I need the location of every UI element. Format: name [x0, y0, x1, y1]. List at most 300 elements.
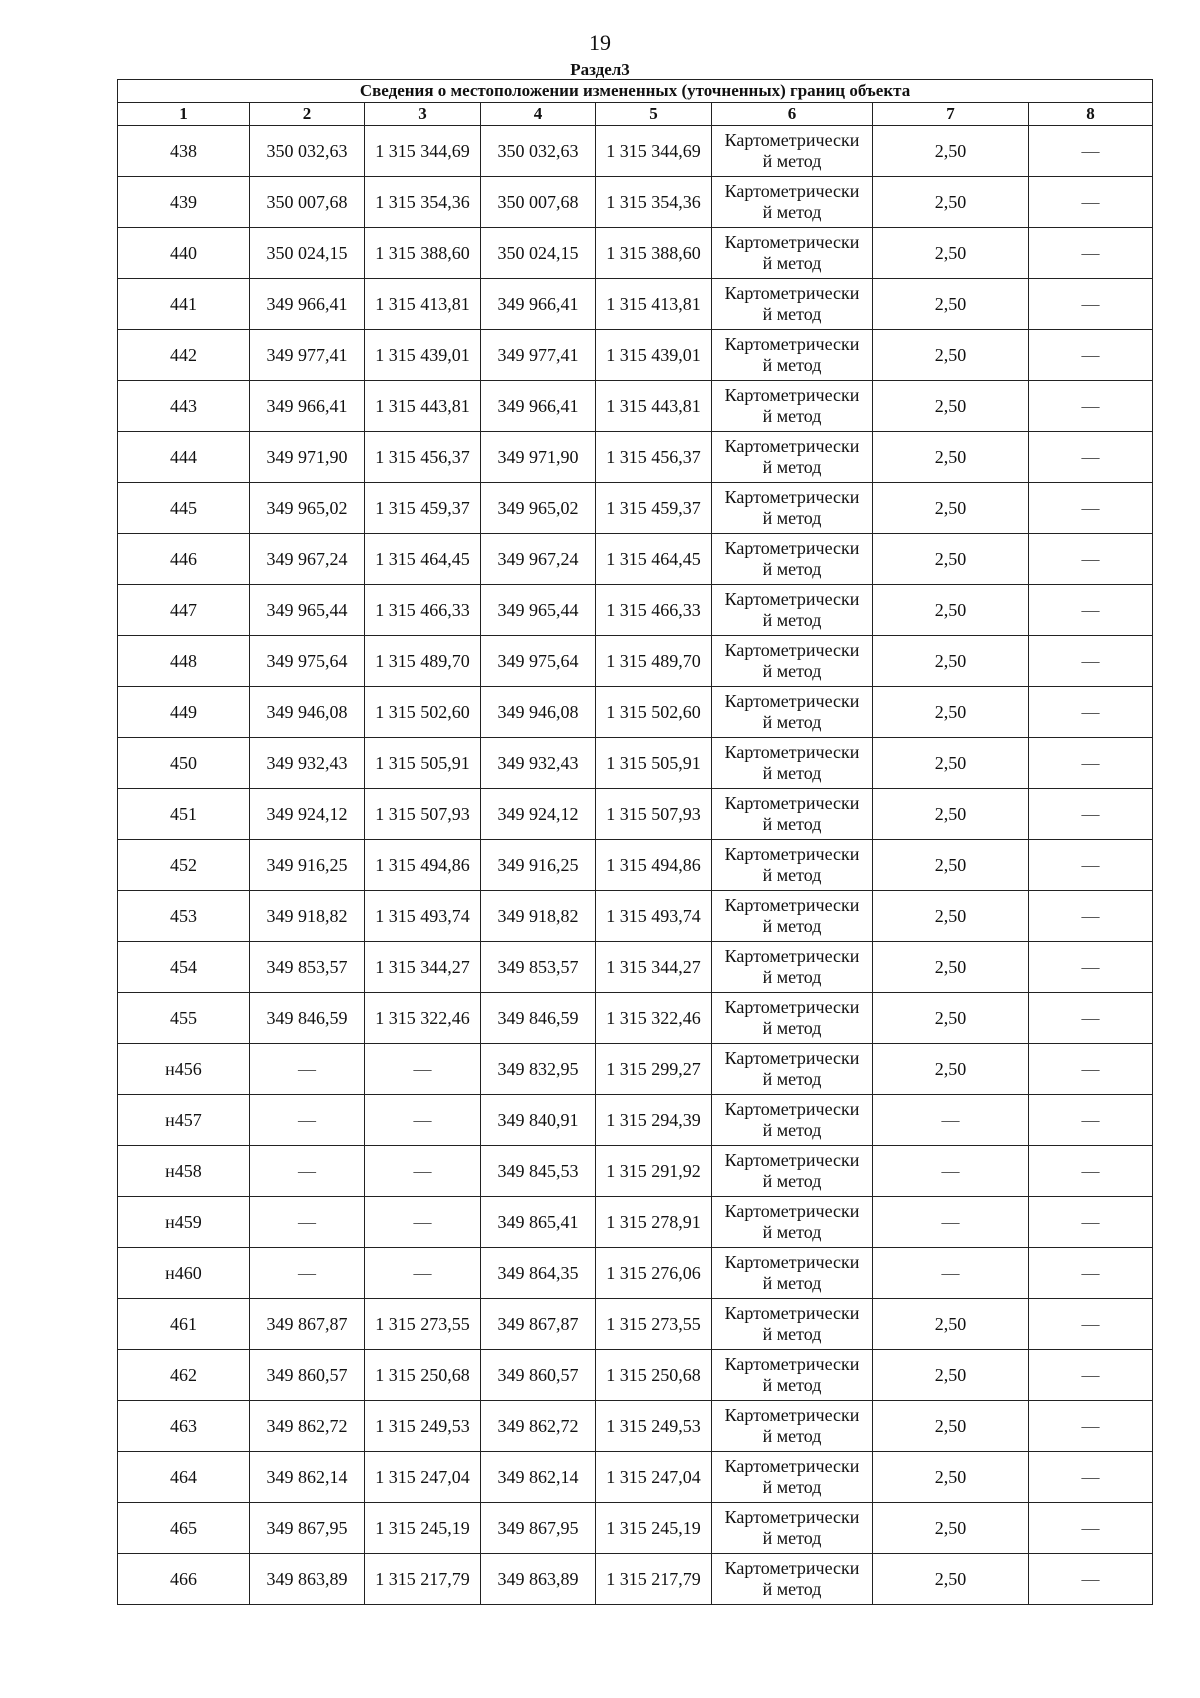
new-y-cell: 1 315 299,27: [596, 1044, 712, 1095]
note-cell: —: [1029, 534, 1153, 585]
method-cell: [712, 1197, 873, 1248]
old-y-cell: —: [365, 1197, 481, 1248]
column-header: 1: [118, 103, 250, 126]
new-y-cell: 1 315 507,93: [596, 789, 712, 840]
note-cell: —: [1029, 432, 1153, 483]
new-x-cell: 349 932,43: [481, 738, 596, 789]
method-text-line: й метод: [762, 1273, 822, 1293]
accuracy-cell: 2,50: [873, 279, 1029, 330]
accuracy-cell: 2,50: [873, 330, 1029, 381]
method-text-line: й метод: [762, 355, 822, 375]
accuracy-cell: 2,50: [873, 1044, 1029, 1095]
old-x-cell: 349 860,57: [250, 1350, 365, 1401]
method-cell: [712, 891, 873, 942]
point-number-cell: 442: [118, 330, 250, 381]
old-y-cell: 1 315 344,69: [365, 126, 481, 177]
old-y-cell: 1 315 322,46: [365, 993, 481, 1044]
new-x-cell: 349 865,41: [481, 1197, 596, 1248]
table-row: [118, 177, 1153, 228]
method-cell: [712, 738, 873, 789]
point-number-cell: 465: [118, 1503, 250, 1554]
note-cell: —: [1029, 738, 1153, 789]
old-x-cell: 349 967,24: [250, 534, 365, 585]
point-number-cell: 439: [118, 177, 250, 228]
old-y-cell: 1 315 464,45: [365, 534, 481, 585]
old-x-cell: —: [250, 1197, 365, 1248]
method-cell: [712, 279, 873, 330]
new-x-cell: 349 862,72: [481, 1401, 596, 1452]
new-y-cell: 1 315 291,92: [596, 1146, 712, 1197]
note-cell: —: [1029, 1452, 1153, 1503]
table-row: [118, 432, 1153, 483]
new-x-cell: 349 867,87: [481, 1299, 596, 1350]
point-number-cell: н458: [118, 1146, 250, 1197]
method-text-line: Картометрически: [724, 640, 860, 660]
new-y-cell: 1 315 388,60: [596, 228, 712, 279]
new-x-cell: 349 967,24: [481, 534, 596, 585]
new-y-cell: 1 315 494,86: [596, 840, 712, 891]
new-y-cell: 1 315 354,36: [596, 177, 712, 228]
old-x-cell: 349 867,87: [250, 1299, 365, 1350]
table-row: [118, 1146, 1153, 1197]
old-x-cell: 349 924,12: [250, 789, 365, 840]
method-text-line: й метод: [762, 508, 822, 528]
accuracy-cell: 2,50: [873, 942, 1029, 993]
accuracy-cell: 2,50: [873, 789, 1029, 840]
point-number-cell: н457: [118, 1095, 250, 1146]
old-x-cell: 349 863,89: [250, 1554, 365, 1605]
method-text-line: Картометрически: [724, 232, 860, 252]
accuracy-cell: 2,50: [873, 534, 1029, 585]
accuracy-cell: 2,50: [873, 432, 1029, 483]
accuracy-cell: 2,50: [873, 483, 1029, 534]
new-x-cell: 349 840,91: [481, 1095, 596, 1146]
point-number-cell: 454: [118, 942, 250, 993]
method-cell: [712, 330, 873, 381]
new-y-cell: 1 315 247,04: [596, 1452, 712, 1503]
table-row: [118, 1503, 1153, 1554]
old-y-cell: —: [365, 1044, 481, 1095]
method-text-line: й метод: [762, 1171, 822, 1191]
old-x-cell: 349 966,41: [250, 279, 365, 330]
new-x-cell: 349 965,44: [481, 585, 596, 636]
accuracy-cell: 2,50: [873, 177, 1029, 228]
new-y-cell: 1 315 294,39: [596, 1095, 712, 1146]
old-y-cell: 1 315 505,91: [365, 738, 481, 789]
new-x-cell: 349 924,12: [481, 789, 596, 840]
method-text-line: й метод: [762, 457, 822, 477]
method-text-line: й метод: [762, 1375, 822, 1395]
new-y-cell: 1 315 489,70: [596, 636, 712, 687]
accuracy-cell: 2,50: [873, 585, 1029, 636]
new-x-cell: 349 864,35: [481, 1248, 596, 1299]
new-x-cell: 349 966,41: [481, 381, 596, 432]
table-row: [118, 585, 1153, 636]
method-text-line: Картометрически: [724, 691, 860, 711]
old-y-cell: 1 315 245,19: [365, 1503, 481, 1554]
table-row: [118, 1350, 1153, 1401]
accuracy-cell: 2,50: [873, 1401, 1029, 1452]
point-number-cell: н459: [118, 1197, 250, 1248]
old-y-cell: 1 315 247,04: [365, 1452, 481, 1503]
method-text-line: й метод: [762, 151, 822, 171]
old-y-cell: 1 315 439,01: [365, 330, 481, 381]
method-text-line: й метод: [762, 1324, 822, 1344]
method-text-line: Картометрически: [724, 1201, 860, 1221]
table-row: [118, 687, 1153, 738]
point-number-cell: 451: [118, 789, 250, 840]
section-title: Раздел3: [570, 60, 630, 79]
old-x-cell: 349 971,90: [250, 432, 365, 483]
accuracy-cell: 2,50: [873, 1503, 1029, 1554]
method-text-line: Картометрически: [724, 895, 860, 915]
method-cell: [712, 1401, 873, 1452]
method-cell: [712, 1503, 873, 1554]
accuracy-cell: 2,50: [873, 1299, 1029, 1350]
accuracy-cell: 2,50: [873, 228, 1029, 279]
note-cell: —: [1029, 1248, 1153, 1299]
new-y-cell: 1 315 249,53: [596, 1401, 712, 1452]
table-row: [118, 993, 1153, 1044]
table-row: [118, 1044, 1153, 1095]
old-x-cell: 349 965,44: [250, 585, 365, 636]
method-text-line: Картометрически: [724, 181, 860, 201]
old-x-cell: 350 007,68: [250, 177, 365, 228]
old-y-cell: 1 315 250,68: [365, 1350, 481, 1401]
note-cell: —: [1029, 483, 1153, 534]
method-cell: [712, 1350, 873, 1401]
method-text-line: й метод: [762, 1528, 822, 1548]
note-cell: —: [1029, 1554, 1153, 1605]
method-text-line: й метод: [762, 1120, 822, 1140]
method-text-line: й метод: [762, 661, 822, 681]
table-row: [118, 1197, 1153, 1248]
new-x-cell: 349 916,25: [481, 840, 596, 891]
method-cell: [712, 1095, 873, 1146]
method-text-line: Картометрически: [724, 436, 860, 456]
note-cell: —: [1029, 330, 1153, 381]
new-y-cell: 1 315 443,81: [596, 381, 712, 432]
new-x-cell: 349 975,64: [481, 636, 596, 687]
new-x-cell: 349 867,95: [481, 1503, 596, 1554]
method-text-line: Картометрически: [724, 1303, 860, 1323]
method-text-line: й метод: [762, 814, 822, 834]
column-header: 4: [481, 103, 596, 126]
method-text-line: Картометрически: [724, 1507, 860, 1527]
method-cell: [712, 942, 873, 993]
table-row: [118, 789, 1153, 840]
method-cell: [712, 840, 873, 891]
accuracy-cell: —: [873, 1095, 1029, 1146]
old-x-cell: 349 975,64: [250, 636, 365, 687]
point-number-cell: 447: [118, 585, 250, 636]
new-y-cell: 1 315 493,74: [596, 891, 712, 942]
method-text-line: Картометрически: [724, 844, 860, 864]
point-number-cell: 455: [118, 993, 250, 1044]
method-text-line: Картометрически: [724, 1405, 860, 1425]
new-y-cell: 1 315 505,91: [596, 738, 712, 789]
new-x-cell: 349 845,53: [481, 1146, 596, 1197]
point-number-cell: н456: [118, 1044, 250, 1095]
table-row: [118, 840, 1153, 891]
note-cell: —: [1029, 1503, 1153, 1554]
old-y-cell: 1 315 494,86: [365, 840, 481, 891]
column-header: 8: [1029, 103, 1153, 126]
accuracy-cell: —: [873, 1248, 1029, 1299]
new-y-cell: 1 315 466,33: [596, 585, 712, 636]
old-y-cell: 1 315 273,55: [365, 1299, 481, 1350]
old-y-cell: 1 315 502,60: [365, 687, 481, 738]
note-cell: —: [1029, 381, 1153, 432]
old-x-cell: 349 853,57: [250, 942, 365, 993]
table-row: [118, 126, 1153, 177]
new-x-cell: 349 862,14: [481, 1452, 596, 1503]
new-x-cell: 349 966,41: [481, 279, 596, 330]
old-y-cell: 1 315 507,93: [365, 789, 481, 840]
new-x-cell: 350 024,15: [481, 228, 596, 279]
method-text-line: й метод: [762, 1069, 822, 1089]
point-number-cell: 449: [118, 687, 250, 738]
method-cell: [712, 432, 873, 483]
point-number-cell: 438: [118, 126, 250, 177]
table-row: [118, 891, 1153, 942]
table-row: [118, 228, 1153, 279]
note-cell: —: [1029, 687, 1153, 738]
accuracy-cell: 2,50: [873, 1350, 1029, 1401]
method-text-line: й метод: [762, 1018, 822, 1038]
point-number-cell: 445: [118, 483, 250, 534]
method-text-line: й метод: [762, 253, 822, 273]
column-header: 3: [365, 103, 481, 126]
old-x-cell: —: [250, 1146, 365, 1197]
method-cell: [712, 483, 873, 534]
point-number-cell: 443: [118, 381, 250, 432]
method-text-line: Картометрически: [724, 793, 860, 813]
accuracy-cell: 2,50: [873, 1452, 1029, 1503]
table-row: [118, 381, 1153, 432]
table-row: [118, 1095, 1153, 1146]
table-caption: Сведения о местоположении измененных (уточненных) границ объекта: [118, 80, 1153, 103]
table-row: [118, 636, 1153, 687]
table-row: [118, 330, 1153, 381]
method-text-line: Картометрически: [724, 130, 860, 150]
column-header: 7: [873, 103, 1029, 126]
old-x-cell: 349 846,59: [250, 993, 365, 1044]
new-x-cell: 349 846,59: [481, 993, 596, 1044]
old-x-cell: 349 932,43: [250, 738, 365, 789]
old-y-cell: 1 315 443,81: [365, 381, 481, 432]
method-cell: [712, 687, 873, 738]
new-x-cell: 349 918,82: [481, 891, 596, 942]
new-y-cell: 1 315 344,69: [596, 126, 712, 177]
old-x-cell: —: [250, 1044, 365, 1095]
table-body: [118, 126, 1153, 1605]
method-cell: [712, 1044, 873, 1095]
new-y-cell: 1 315 276,06: [596, 1248, 712, 1299]
note-cell: —: [1029, 585, 1153, 636]
method-text-line: й метод: [762, 712, 822, 732]
point-number-cell: 448: [118, 636, 250, 687]
old-x-cell: 349 946,08: [250, 687, 365, 738]
method-cell: [712, 1248, 873, 1299]
method-cell: [712, 993, 873, 1044]
table-row: [118, 1401, 1153, 1452]
method-text-line: Картометрически: [724, 1456, 860, 1476]
note-cell: —: [1029, 1401, 1153, 1452]
coordinates-table: [117, 79, 1153, 1605]
point-number-cell: 452: [118, 840, 250, 891]
method-text-line: й метод: [762, 1477, 822, 1497]
table-row: [118, 942, 1153, 993]
accuracy-cell: —: [873, 1146, 1029, 1197]
note-cell: —: [1029, 1095, 1153, 1146]
old-y-cell: 1 315 354,36: [365, 177, 481, 228]
accuracy-cell: 2,50: [873, 636, 1029, 687]
method-text-line: й метод: [762, 1426, 822, 1446]
old-y-cell: —: [365, 1095, 481, 1146]
new-y-cell: 1 315 502,60: [596, 687, 712, 738]
table-row: [118, 1452, 1153, 1503]
accuracy-cell: 2,50: [873, 1554, 1029, 1605]
method-text-line: й метод: [762, 916, 822, 936]
method-cell: [712, 1452, 873, 1503]
accuracy-cell: 2,50: [873, 687, 1029, 738]
method-text-line: Картометрически: [724, 997, 860, 1017]
accuracy-cell: 2,50: [873, 840, 1029, 891]
note-cell: —: [1029, 993, 1153, 1044]
old-x-cell: 349 918,82: [250, 891, 365, 942]
column-header: 5: [596, 103, 712, 126]
method-text-line: й метод: [762, 304, 822, 324]
method-text-line: Картометрически: [724, 1354, 860, 1374]
new-x-cell: 349 946,08: [481, 687, 596, 738]
accuracy-cell: 2,50: [873, 381, 1029, 432]
method-cell: [712, 1299, 873, 1350]
method-cell: [712, 789, 873, 840]
note-cell: —: [1029, 126, 1153, 177]
new-y-cell: 1 315 413,81: [596, 279, 712, 330]
method-cell: [712, 534, 873, 585]
table-row: [118, 534, 1153, 585]
old-x-cell: 349 862,72: [250, 1401, 365, 1452]
point-number-cell: 466: [118, 1554, 250, 1605]
old-y-cell: 1 315 493,74: [365, 891, 481, 942]
old-x-cell: 349 977,41: [250, 330, 365, 381]
note-cell: —: [1029, 1044, 1153, 1095]
new-y-cell: 1 315 322,46: [596, 993, 712, 1044]
old-y-cell: —: [365, 1248, 481, 1299]
old-y-cell: 1 315 344,27: [365, 942, 481, 993]
note-cell: —: [1029, 1299, 1153, 1350]
new-x-cell: 349 863,89: [481, 1554, 596, 1605]
new-x-cell: 349 971,90: [481, 432, 596, 483]
method-text-line: Картометрически: [724, 283, 860, 303]
old-x-cell: 349 966,41: [250, 381, 365, 432]
note-cell: —: [1029, 177, 1153, 228]
point-number-cell: 444: [118, 432, 250, 483]
new-y-cell: 1 315 439,01: [596, 330, 712, 381]
new-x-cell: 349 860,57: [481, 1350, 596, 1401]
old-y-cell: 1 315 466,33: [365, 585, 481, 636]
method-text-line: й метод: [762, 967, 822, 987]
method-text-line: Картометрически: [724, 487, 860, 507]
method-text-line: й метод: [762, 865, 822, 885]
point-number-cell: 450: [118, 738, 250, 789]
method-text-line: Картометрически: [724, 946, 860, 966]
new-y-cell: 1 315 464,45: [596, 534, 712, 585]
old-x-cell: 349 862,14: [250, 1452, 365, 1503]
new-y-cell: 1 315 217,79: [596, 1554, 712, 1605]
method-text-line: Картометрически: [724, 334, 860, 354]
note-cell: —: [1029, 942, 1153, 993]
point-number-cell: 463: [118, 1401, 250, 1452]
method-text-line: й метод: [762, 763, 822, 783]
method-cell: [712, 381, 873, 432]
new-x-cell: 349 832,95: [481, 1044, 596, 1095]
table-row: [118, 279, 1153, 330]
point-number-cell: н460: [118, 1248, 250, 1299]
new-x-cell: 349 965,02: [481, 483, 596, 534]
new-y-cell: 1 315 344,27: [596, 942, 712, 993]
accuracy-cell: 2,50: [873, 126, 1029, 177]
point-number-cell: 446: [118, 534, 250, 585]
note-cell: —: [1029, 1146, 1153, 1197]
method-cell: [712, 636, 873, 687]
method-text-line: Картометрически: [724, 742, 860, 762]
table-row: [118, 738, 1153, 789]
old-y-cell: 1 315 388,60: [365, 228, 481, 279]
point-number-cell: 440: [118, 228, 250, 279]
method-cell: [712, 228, 873, 279]
column-number-row: [118, 103, 1153, 126]
new-y-cell: 1 315 250,68: [596, 1350, 712, 1401]
table-row: [118, 1554, 1153, 1605]
old-y-cell: 1 315 489,70: [365, 636, 481, 687]
point-number-cell: 462: [118, 1350, 250, 1401]
note-cell: —: [1029, 636, 1153, 687]
method-text-line: й метод: [762, 406, 822, 426]
column-header: 2: [250, 103, 365, 126]
note-cell: —: [1029, 228, 1153, 279]
method-text-line: й метод: [762, 559, 822, 579]
method-text-line: Картометрически: [724, 1252, 860, 1272]
new-y-cell: 1 315 273,55: [596, 1299, 712, 1350]
table-row: [118, 483, 1153, 534]
method-text-line: Картометрически: [724, 1099, 860, 1119]
point-number-cell: 453: [118, 891, 250, 942]
new-x-cell: 349 853,57: [481, 942, 596, 993]
old-x-cell: 350 024,15: [250, 228, 365, 279]
method-cell: [712, 1146, 873, 1197]
note-cell: —: [1029, 1197, 1153, 1248]
old-y-cell: 1 315 217,79: [365, 1554, 481, 1605]
accuracy-cell: 2,50: [873, 993, 1029, 1044]
note-cell: —: [1029, 279, 1153, 330]
new-y-cell: 1 315 278,91: [596, 1197, 712, 1248]
old-x-cell: 349 867,95: [250, 1503, 365, 1554]
method-text-line: й метод: [762, 1579, 822, 1599]
old-y-cell: —: [365, 1146, 481, 1197]
method-text-line: й метод: [762, 610, 822, 630]
new-x-cell: 349 977,41: [481, 330, 596, 381]
point-number-cell: 461: [118, 1299, 250, 1350]
note-cell: —: [1029, 840, 1153, 891]
note-cell: —: [1029, 891, 1153, 942]
method-text-line: Картометрически: [724, 385, 860, 405]
old-y-cell: 1 315 413,81: [365, 279, 481, 330]
accuracy-cell: —: [873, 1197, 1029, 1248]
old-y-cell: 1 315 249,53: [365, 1401, 481, 1452]
